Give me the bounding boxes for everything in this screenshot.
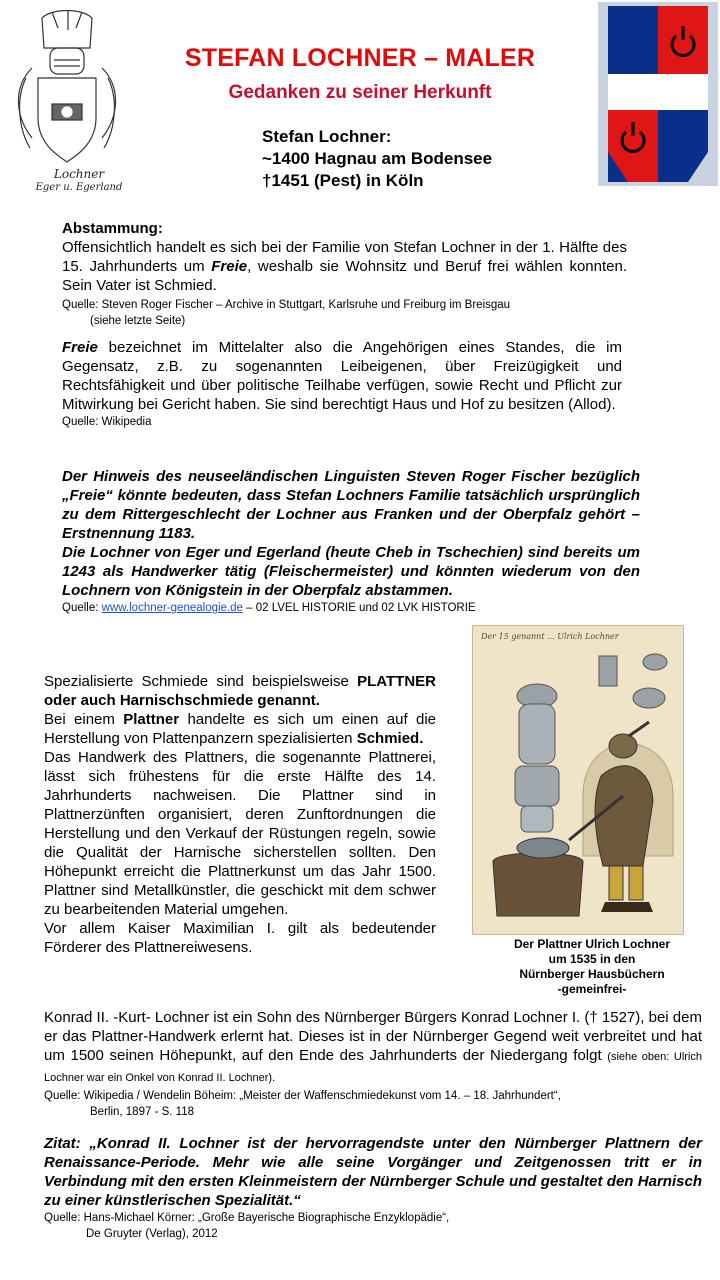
plattner-para-2: Bei einem Plattner handelte es sich um einen auf die Herstellung von Plattenpanzern spezialisierten Schmied. <box>44 711 436 747</box>
page-subtitle: Gedanken zu seiner Herkunft <box>228 82 492 103</box>
konrad-source: Quelle: Wikipedia / Wendelin Böheim: „Meister der Waffenschmiedekunst vom 14. – 18. Jahrhundert“, Berlin, 1897 - S. 118 <box>44 1090 561 1118</box>
konrad-text: Konrad II. -Kurt- Lochner ist ein Sohn des Nürnberger Bürgers Konrad Lochner I. († 1527), bei dem er das Plattner-Handwerk erlernt hat. Dieses ist in der Nürnberger Gegend weit verbreitet und hat um 1500 seinen Höhepunkt, auf den Ende des Jahrhunderts der Niedergang folgt (siehe oben: Ulrich Lochner war ein Onkel von Konrad II. Lochner). <box>44 1009 702 1084</box>
freie-section <box>62 338 622 430</box>
crest-caption-name: Lochner <box>53 167 105 181</box>
abstammung-source: Quelle: Steven Roger Fischer – Archive in Stuttgart, Karlsruhe und Freiburg im Breisgau (siehe letzte Seite) <box>62 299 511 327</box>
konrad-section <box>44 1008 702 1120</box>
shield-image <box>598 2 718 186</box>
plattner-para-1: Spezialisierte Schmiede sind beispielsweise PLATTNER oder auch Harnischschmiede genannt. <box>44 673 436 709</box>
hinweis-source: Quelle: www.lochner-genealogie.de – 02 LVEL HISTORIE und 02 LVK HISTORIE <box>62 602 476 614</box>
illustration-caption: Der Plattner Ulrich Lochner um 1535 in den Nürnberger Hausbüchern -gemeinfrei- <box>513 937 671 996</box>
zitat-section <box>44 1134 702 1242</box>
shield-drawing <box>598 2 718 186</box>
crest-image <box>12 8 124 196</box>
freie-term: Freie <box>62 339 98 356</box>
abstammung-heading: Abstammung: <box>62 220 163 237</box>
genealogy-link[interactable]: www.lochner-genealogie.de <box>101 602 243 614</box>
hinweis-text-2: Die Lochner von Eger und Egerland (heute Cheb in Tschechien) sind bereits um 1243 als Handwerker tätig (Fleischermeister) und könnten wiederum von den Lochnern von Königstein in der Oberpfalz abstammen. <box>62 544 640 599</box>
bio-block <box>262 126 492 192</box>
bio-death: †1451 (Pest) in Köln <box>262 171 424 190</box>
abstammung-text: Offensichtlich handelt es sich bei der Familie von Stefan Lochner in der 1. Hälfte des 15. Jahrhunderts um Freie, weshalb sie Wohnsitz und Beruf frei wählen konnten. Sein Vater ist Schmied. <box>62 239 627 294</box>
freie-source: Quelle: Wikipedia <box>62 416 152 428</box>
plattner-para-4: Vor allem Kaiser Maximilian I. gilt als bedeutender Förderer des Plattnereiwesens. <box>44 920 436 956</box>
hinweis-text-1: Der Hinweis des neuseeländischen Linguisten Steven Roger Fischer bezüglich „Freie“ könnte bedeuten, dass Stefan Lochners Familie tatsächlich ursprünglich zu dem Rittergeschlecht der Lochner aus Franken und der Oberpfalz gehört – Erstnennung 1183. <box>62 468 640 542</box>
hinweis-section <box>62 467 640 616</box>
zitat-text: Zitat: „Konrad II. Lochner ist der hervorragendste unter den Nürnberger Plattnern der Renaissance-Periode. Mehr wie alle seine Vorgänger und Zeitgenossen tritt er in Verbindung mit den ersten Kleinmeistern der Nürnberger Schule und gestaltet den Harnisch zu einer künstlerischen Spezialität.“ <box>44 1135 702 1209</box>
plattner-section <box>44 672 436 957</box>
zitat-source: Quelle: Hans-Michael Körner: „Große Bayerische Biographische Enzyklopädie“, De Gruyter (Verlag), 2012 <box>44 1212 450 1240</box>
bio-birth: ~1400 Hagnau am Bodensee <box>262 149 493 168</box>
bio-name: Stefan Lochner: <box>262 127 392 146</box>
plattner-illustration <box>472 625 684 935</box>
abstammung-section <box>62 219 627 329</box>
crest-caption-place: Eger u. Egerland <box>35 182 123 193</box>
freie-emphasis: Freie <box>211 258 248 275</box>
plattner-para-3: Das Handwerk des Plattners, die sogenannte Plattnerei, lässt sich frühestens für die erste Hälfte des 14. Jahrhunderts nachweisen. Die Plattner sind in Plattnerzünften organisiert, deren Zunftordnungen die Herstellung und den Verkauf der Rüstungen regeln, sowie die Qualität der Harnische sicherstellen sollten. Den Höhepunkt erreicht die Plattnerkunst um das Jahr 1500. Plattner sind Metallkünstler, die geschickt mit dem schwer zu bearbeitenden Material umgehen. <box>44 749 436 918</box>
armorer-drawing <box>473 626 683 934</box>
page-title: STEFAN LOCHNER – MALER <box>184 44 536 72</box>
freie-text: Freie bezeichnet im Mittelalter also die Angehörigen eines Standes, die im Gegensatz, z.B. zu sogenannten Leibeigenen, über Freizügigkeit und Rechtsfähigkeit und über politische Teilhabe verfügen, sowie Recht und Pflicht zur Mitwirkung bei Gericht haben. Sie sind berechtigt Haus und Hof zu besitzen (Allod). <box>62 339 622 413</box>
illustration-inscription: Der 15 genannt ... Ulrich Lochner <box>481 632 619 641</box>
